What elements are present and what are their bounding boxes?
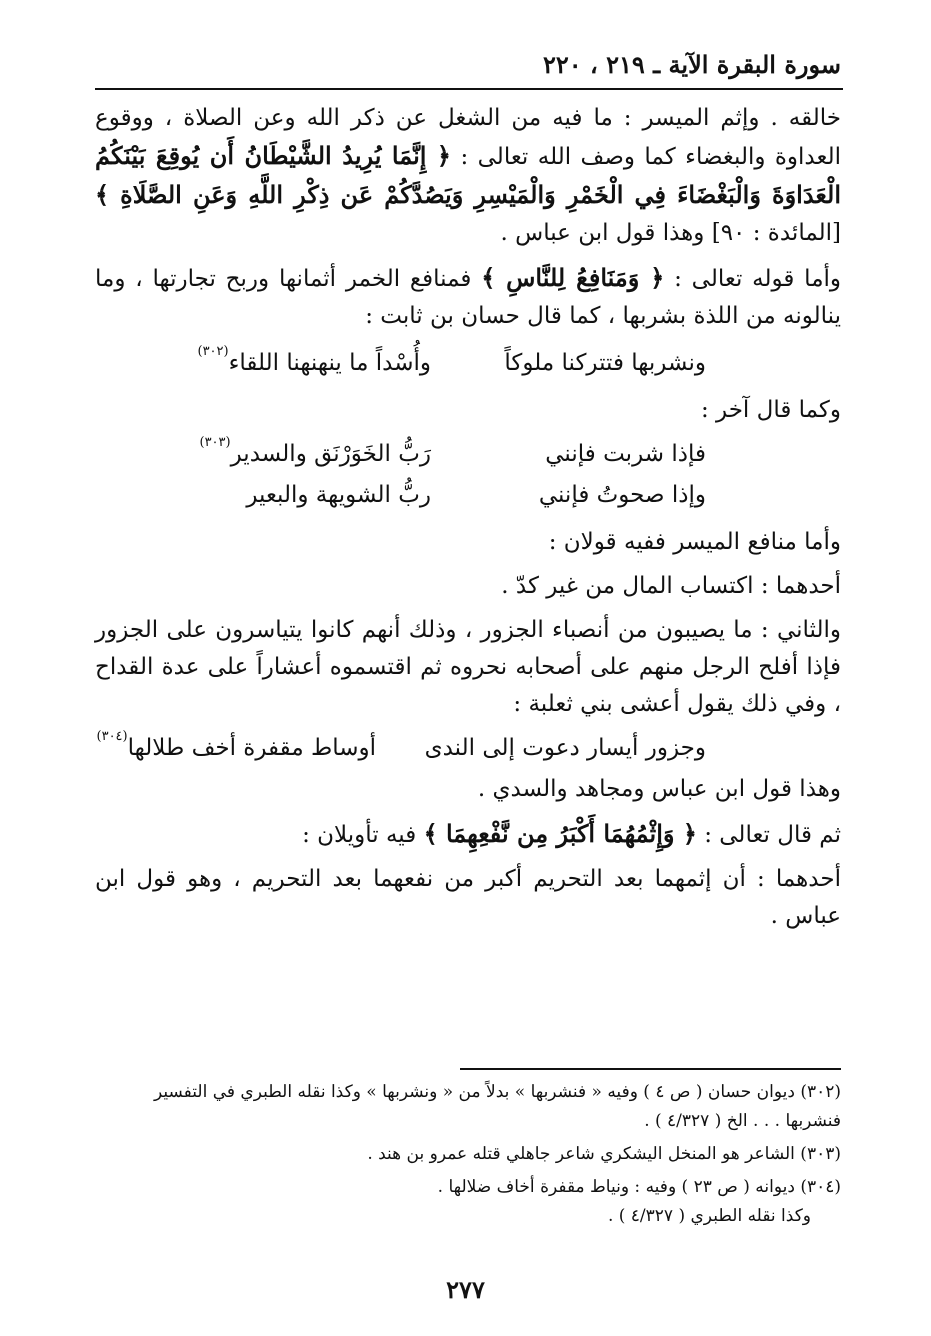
footnotes [95, 1078, 841, 1235]
paragraph-4 [95, 524, 841, 561]
paragraph-text: [المائدة : ٩٠] وهذا قول ابن عباس . [500, 220, 841, 246]
verse-second-hemistich: ربُّ الشويهة والبعير [246, 482, 431, 508]
paragraph-text: فيه تأويلان : [302, 822, 424, 848]
poem-verse-4 [95, 730, 841, 767]
footnote-marker: (٣٠٤) [96, 729, 128, 744]
verse-text: وأُسْداً ما ينهنهنا اللقاء [228, 350, 431, 376]
paragraph-9 [95, 861, 841, 935]
footnote-304-continued: وكذا نقله الطبري ( ٤/٣٢٧ ) . [607, 1206, 811, 1226]
paragraph-3 [95, 392, 841, 429]
paragraph-text: وهذا قول ابن عباس ومجاهد والسدي . [477, 776, 841, 802]
header-divider [95, 88, 843, 90]
paragraph-5 [95, 568, 841, 605]
paragraph-text: وأما منافع الميسر ففيه قولان : [548, 529, 841, 555]
footnote-304: (٣٠٤) ديوانه ( ص ٢٣ ) وفيه : ونياط مقفرة أخاف ضلالها . [437, 1177, 841, 1197]
footnote-marker: (٣٠٢) [197, 344, 229, 359]
verse-second-hemistich [97, 730, 376, 767]
verse-second-hemistich [197, 345, 431, 382]
quran-quote: ﴿ إِنَّمَا يُرِيدُ الشَّيْطَانُ أَن يُوقِعَ بَيْنَكُمُ الْعَدَاوَةَ وَالْبَغْضَاءَ فِي الْخَمْرِ وَالْمَيْسِرِ وَيَصُدَّكُمْ عَن ذِكْرِ اللَّهِ وَعَنِ الصَّلَاةِ ﴾ [95, 141, 841, 209]
paragraph-8 [95, 815, 841, 854]
poem-verse-2 [95, 436, 841, 473]
paragraph-2 [95, 259, 841, 335]
footnote-302-continued: فنشربها . . . الخ ( ٤/٣٢٧ ) . [644, 1111, 841, 1131]
poem-verse-3 [95, 477, 841, 514]
poem-verse-1 [95, 345, 841, 382]
verse-first-hemistich: وإذا صحوتُ فإنني [538, 482, 706, 508]
paragraph-text: وكما قال آخر : [700, 397, 841, 423]
paragraph-text: أحدهما : أن إثمهما بعد التحريم أكبر من نفعهما بعد التحريم ، وهو قول ابن عباس . [95, 866, 841, 929]
verse-first-hemistich: وجزور أيسار دعوت إلى الندى [424, 735, 706, 761]
footnote-302: (٣٠٢) ديوان حسان ( ص ٤ ) وفيه « فنشربها » بدلاً من « ونشربها » وكذا نقله الطبري في التفسير [154, 1082, 841, 1102]
verse-first-hemistich: فإذا شربت فإنني [545, 441, 706, 467]
quran-quote: ﴿ وَمَنَافِعُ لِلنَّاسِ ﴾ [481, 263, 665, 292]
verse-text: رَبُّ الخَوَرْنَق والسدير [230, 441, 431, 467]
paragraph-1 [95, 100, 841, 252]
verse-first-hemistich: ونشربها فتتركنا ملوكاً [504, 350, 706, 376]
running-header [95, 45, 841, 85]
footnote-marker: (٣٠٣) [199, 435, 231, 450]
quran-quote: ﴿ وَإِثْمُهُمَا أَكْبَرُ مِن نَّفْعِهِمَا ﴾ [423, 819, 697, 848]
page-number: ٢٧٧ [446, 1275, 485, 1304]
paragraph-7 [95, 771, 841, 808]
main-text [95, 100, 841, 942]
paragraph-text: أحدهما : اكتساب المال من غير كدّ . [501, 573, 841, 599]
verse-second-hemistich [200, 436, 432, 473]
footnote-303: (٣٠٣) الشاعر هو المنخل اليشكري شاعر جاهلي قتله عمرو بن هند . [367, 1144, 841, 1164]
header-title: سورة البقرة الآية ـ ٢١٩ ، ٢٢٠ [542, 50, 841, 79]
paragraph-text: فمنافع الخمر أثمانها وربح تجارتها ، وما ينالونه من اللذة بشربها ، كما قال حسان بن ثابت : [95, 266, 841, 329]
paragraph-text: والثاني : ما يصيبون من أنصباء الجزور ، وذلك أنهم كانوا يتياسرون على الجزور فإذا أفلح الرجل منهم على أصحابه نحروه ثم اقتسموه أعشاراً على عدة القداح ، وفي ذلك يقول أعشى بني ثعلبة : [95, 617, 841, 717]
paragraph-text: وأما قوله تعالى : [664, 266, 842, 292]
paragraph-text: ثم قال تعالى : [696, 822, 841, 848]
verse-text: أوساط مقفرة أخف طلالها [127, 735, 376, 761]
footnote-divider [460, 1068, 841, 1070]
paragraph-6 [95, 612, 841, 723]
paragraph-text: خالقه . وإثم الميسر : ما فيه من الشغل عن ذكر الله وعن الصلاة ، ووقوع العداوة والبغضاء كما وصف الله تعالى : [95, 105, 842, 170]
